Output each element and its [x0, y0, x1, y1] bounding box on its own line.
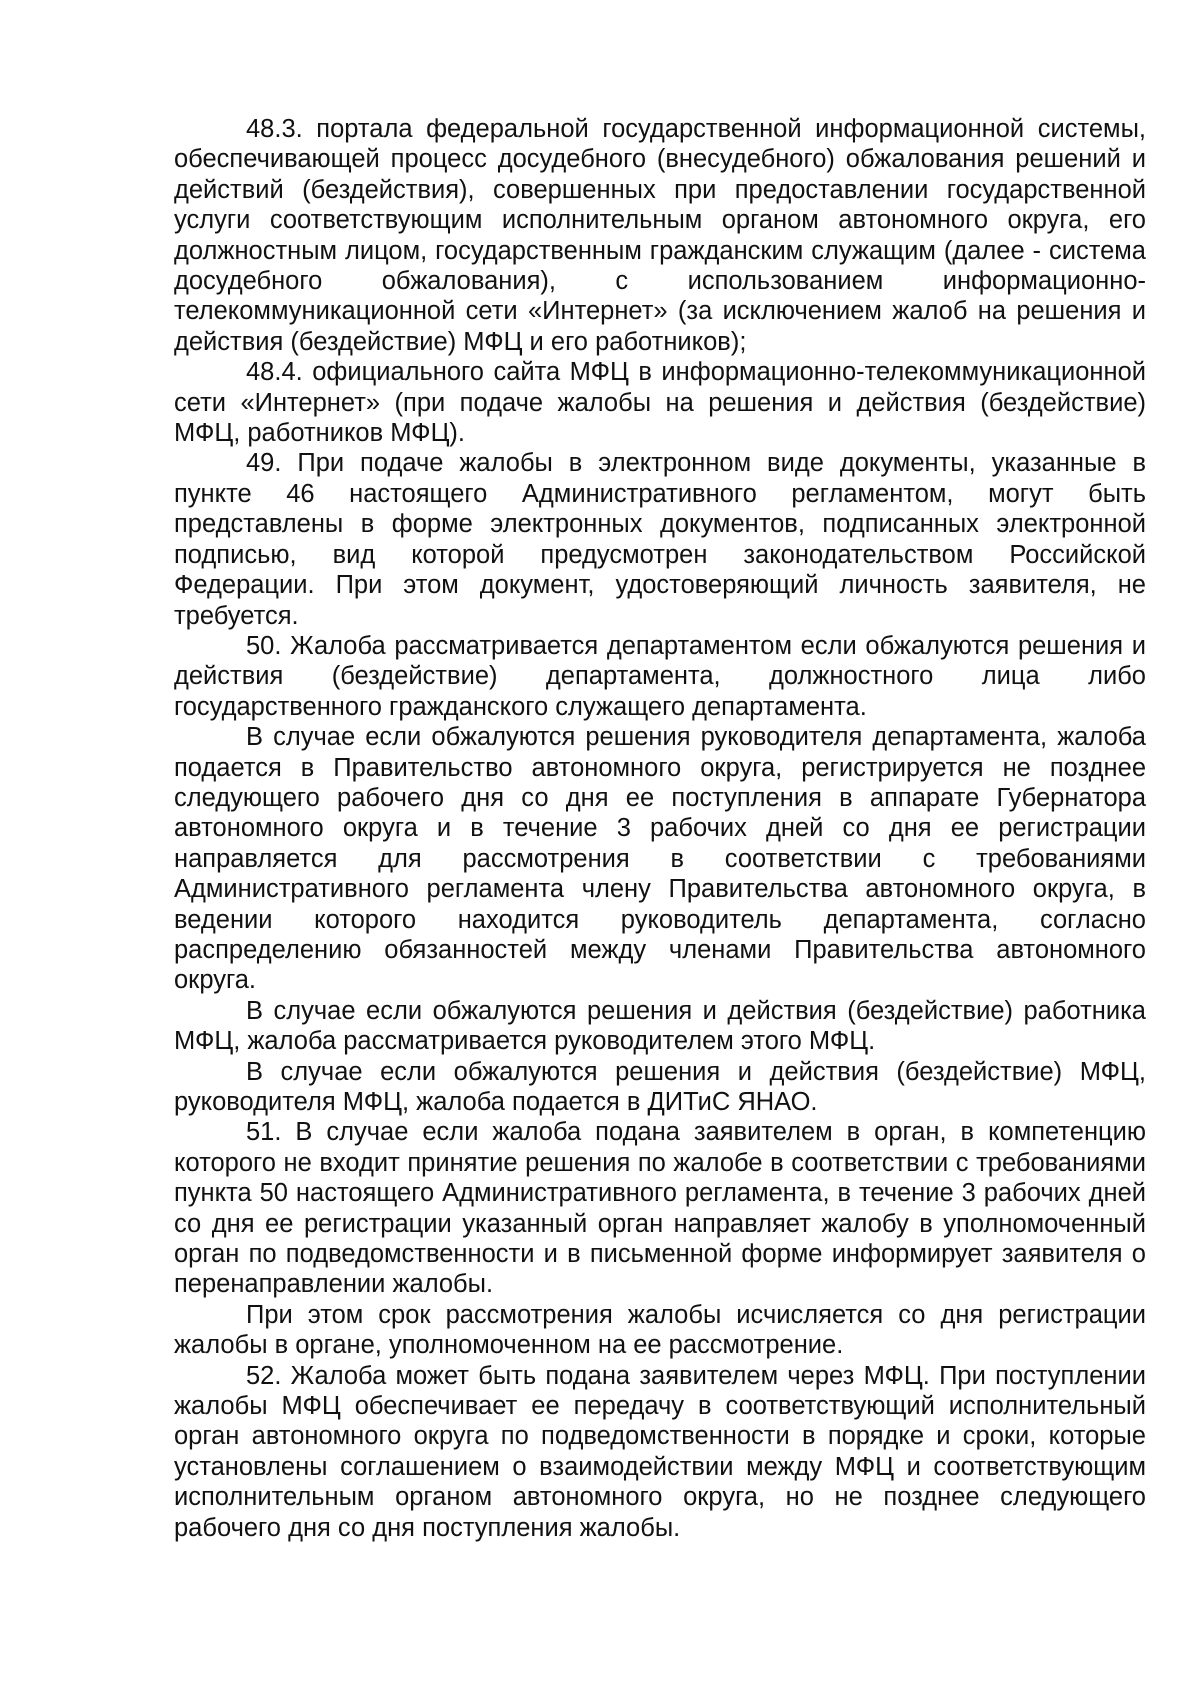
- paragraph-48-3: 48.3. портала федеральной государственной информационной системы, обеспечивающей процесс досудебного (внесудебного) обжалования решений и действий (бездействия), совершенных при предоставлении государственной услуги соответствующим исполнительным органом автономного округа, его должностным лицом, государственным гражданским служащим (далее - система досудебного обжалования), с использованием информационно-телекоммуникационной сети «Интернет» (за исключением жалоб на решения и действия (бездействие) МФЦ и его работников);: [174, 115, 1146, 356]
- document-page: [174, 114, 1146, 1543]
- paragraph-48-4: 48.4. официального сайта МФЦ в информационно-телекоммуникационной сети «Интернет» (при подаче жалобы на решения и действия (бездействие) МФЦ, работников МФЦ).: [174, 358, 1146, 448]
- paragraph-51-term: При этом срок рассмотрения жалобы исчисляется со дня регистрации жалобы в органе, уполномоченном на ее рассмотрение.: [174, 1300, 1146, 1360]
- paragraph-50-head-complaint: В случае если обжалуются решения руководителя департамента, жалоба подается в Правительство автономного округа, регистрируется не позднее следующего рабочего дня со дня ее поступления в аппарате Губернатора автономного округа и в течение 3 рабочих дней со дня ее регистрации направляется для рассмотрения в соответствии с требованиями Административного регламента члену Правительства автономного округа, в ведении которого находится руководитель департамента, согласно распределению обязанностей между членами Правительства автономного округа.: [174, 723, 1146, 995]
- paragraph-52: 52. Жалоба может быть подана заявителем через МФЦ. При поступлении жалобы МФЦ обеспечивает ее передачу в соответствующий исполнительный орган автономного округа по подведомственности в порядке и сроки, которые установлены соглашением о взаимодействии между МФЦ и соответствующим исполнительным органом автономного округа, но не позднее следующего рабочего дня со дня поступления жалобы.: [174, 1361, 1146, 1542]
- paragraph-50: 50. Жалоба рассматривается департаментом если обжалуются решения и действия (бездействие) департамента, должностного лица либо государственного гражданского служащего департамента.: [174, 631, 1146, 721]
- paragraph-50-mfc-head: В случае если обжалуются решения и действия (бездействие) МФЦ, руководителя МФЦ, жалоба подается в ДИТиС ЯНАО.: [174, 1057, 1146, 1116]
- paragraph-50-mfc-employee: В случае если обжалуются решения и действия (бездействие) работника МФЦ, жалоба рассматривается руководителем этого МФЦ.: [174, 996, 1146, 1056]
- paragraph-51: 51. В случае если жалоба подана заявителем в орган, в компетенцию которого не входит принятие решения по жалобе в соответствии с требованиями пункта 50 настоящего Административного регламента, в течение 3 рабочих дней со дня ее регистрации указанный орган направляет жалобу в уполномоченный орган по подведомственности и в письменной форме информирует заявителя о перенаправлении жалобы.: [174, 1118, 1146, 1299]
- paragraph-49: 49. При подаче жалобы в электронном виде документы, указанные в пункте 46 настоящего Административного регламентом, могут быть представлены в форме электронных документов, подписанных электронной подписью, вид которой предусмотрен законодательством Российской Федерации. При этом документ, удостоверяющий личность заявителя, не требуется.: [174, 449, 1146, 630]
